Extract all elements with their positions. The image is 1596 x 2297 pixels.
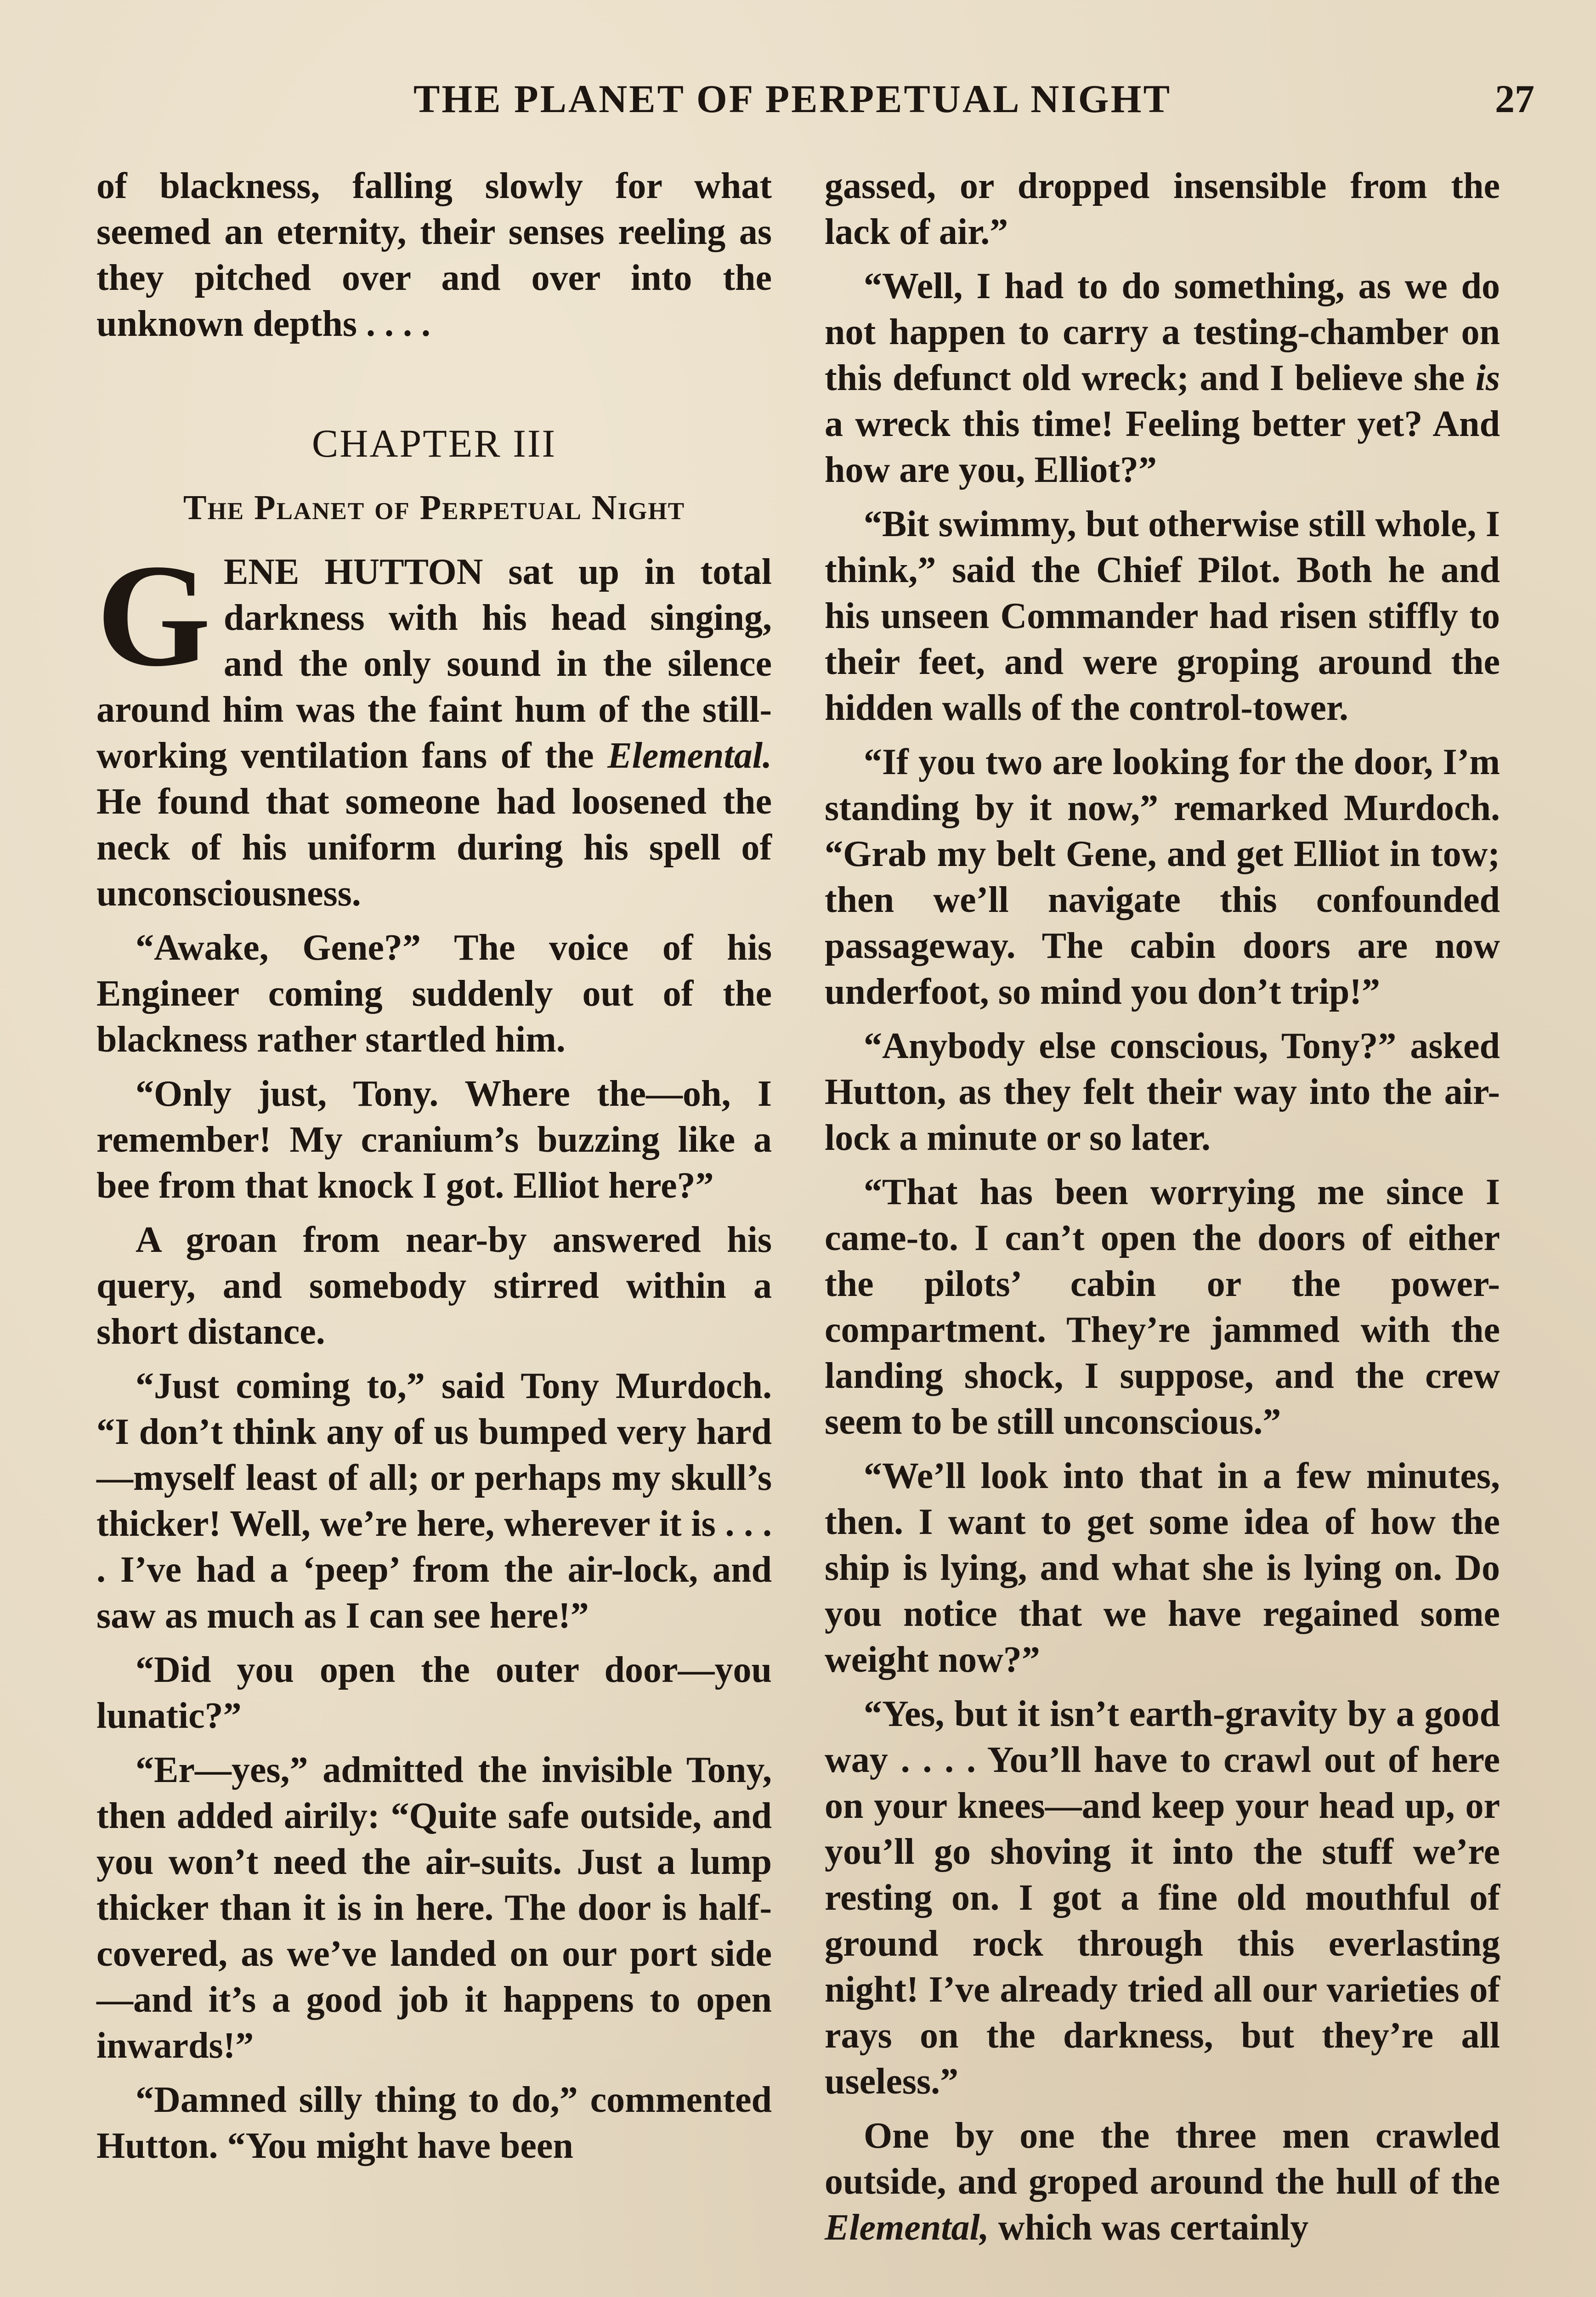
continuation-paragraph: gassed, or dropped insensible from the lack of air.” bbox=[825, 166, 1500, 252]
opening-text-2: He found that someone had loosened the neck of his uniform during his spell of unconsciousness. bbox=[96, 781, 772, 914]
paragraph: “Did you open the outer door—you lunatic?” bbox=[96, 1650, 772, 1736]
paragraph: “We’ll look into that in a few minutes, then. I want to get some idea of how the ship is lying, and what she is lying on. Do you notice that we have regained some weight now?” bbox=[825, 1456, 1500, 1680]
opening-paragraph bbox=[96, 534, 772, 917]
chapter-title: The Planet of Perpetual Night bbox=[183, 488, 685, 527]
ship-name: Elemental. bbox=[607, 735, 772, 776]
page-number: 27 bbox=[1495, 77, 1534, 121]
paragraph: “If you two are looking for the door, I’m standing by it now,” remarked Murdoch. “Grab my belt Gene, and get Elliot in tow; then we’ll navigate this confounded passageway. The cabin doors are now underfoot, so mind you don’t trip!” bbox=[825, 742, 1500, 1012]
paragraph: “Yes, but it isn’t earth-gravity by a good way . . . . You’ll have to crawl out of here on your knees—and keep your head up, or you’ll go shoving it into the stuff we’re resting on. I got a fine old mouthful of ground rock through this everlasting night! I’ve already tried all our varieties of rays on the darkness, but they’re all useless.” bbox=[825, 1694, 1500, 2102]
paragraph: A groan from near-by answered his query, and somebody stirred within a short distance. bbox=[96, 1220, 772, 1352]
paragraph: “Er—yes,” admitted the invisible Tony, then added airily: “Quite safe outside, and you won’t need the air-suits. Just a lump thicker than it is in here. The door is half-covered, as we’ve landed on our port side—and it’s a good job it happens to open inwards!” bbox=[96, 1750, 772, 2066]
paragraph: “Awake, Gene?” The voice of his Engineer coming suddenly out of the blackness rather startled him. bbox=[96, 928, 772, 1060]
paragraph-text: “Well, I had to do something, as we do not happen to carry a testing-chamber on this defunct old wreck; and I believe she bbox=[825, 266, 1500, 398]
running-title: THE PLANET OF PERPETUAL NIGHT bbox=[413, 77, 1172, 121]
left-column bbox=[96, 163, 772, 2177]
paragraph: “Just coming to,” said Tony Murdoch. “I don’t think any of us bumped very hard—myself least of all; or perhaps my skull’s thicker! Well, we’re here, wherever it is . . . . I’ve had a ‘peep’ from the air-lock, and saw as much as I can see here!” bbox=[96, 1366, 772, 1636]
running-head bbox=[193, 76, 1534, 136]
ship-name: Elemental, bbox=[825, 2207, 989, 2248]
paragraph: “Anybody else conscious, Tony?” asked Hutton, as they felt their way into the air-lock a minute or so later. bbox=[825, 1026, 1500, 1158]
paragraph-text: One by one the three men crawled outside, and groped around the hull of the bbox=[825, 2116, 1500, 2202]
chapter-number: CHAPTER III bbox=[311, 421, 557, 465]
paragraph: “Only just, Tony. Where the—oh, I remember! My cranium’s buzzing like a bee from that knock I got. Elliot here?” bbox=[96, 1074, 772, 1206]
right-column bbox=[825, 163, 1500, 2259]
drop-cap: G bbox=[96, 534, 211, 697]
paragraph: “Damned silly thing to do,” commented Hutton. “You might have been bbox=[96, 2080, 772, 2166]
paragraph bbox=[825, 263, 1500, 493]
paragraph-text: which was certainly bbox=[989, 2207, 1309, 2248]
paragraph: “That has been worrying me since I came-to. I can’t open the doors of either the pilots’ cabin or the power-compartment. They’re jammed with the landing shock, I suppose, and the crew seem to be still unconscious.” bbox=[825, 1172, 1500, 1442]
paragraph bbox=[825, 2113, 1500, 2251]
continuation-paragraph: of blackness, falling slowly for what seemed an eternity, their senses reeling as they pitched over and over into the unknown depths . . . . bbox=[96, 166, 772, 344]
paragraph: “Bit swimmy, but otherwise still whole, I think,” said the Chief Pilot. Both he and his unseen Commander had risen stiffly to their feet, and were groping around the hidden walls of the control-tower. bbox=[825, 504, 1500, 728]
opening-text: ENE HUTTON sat up in total darkness with his head singing, and the only sound in the silence around him was the faint hum of the still-working ventilation fans of the bbox=[96, 552, 772, 776]
paragraph-text: a wreck this time! Feeling better yet? And how are you, Elliot?” bbox=[825, 404, 1500, 490]
emphasis: is bbox=[1475, 358, 1500, 398]
